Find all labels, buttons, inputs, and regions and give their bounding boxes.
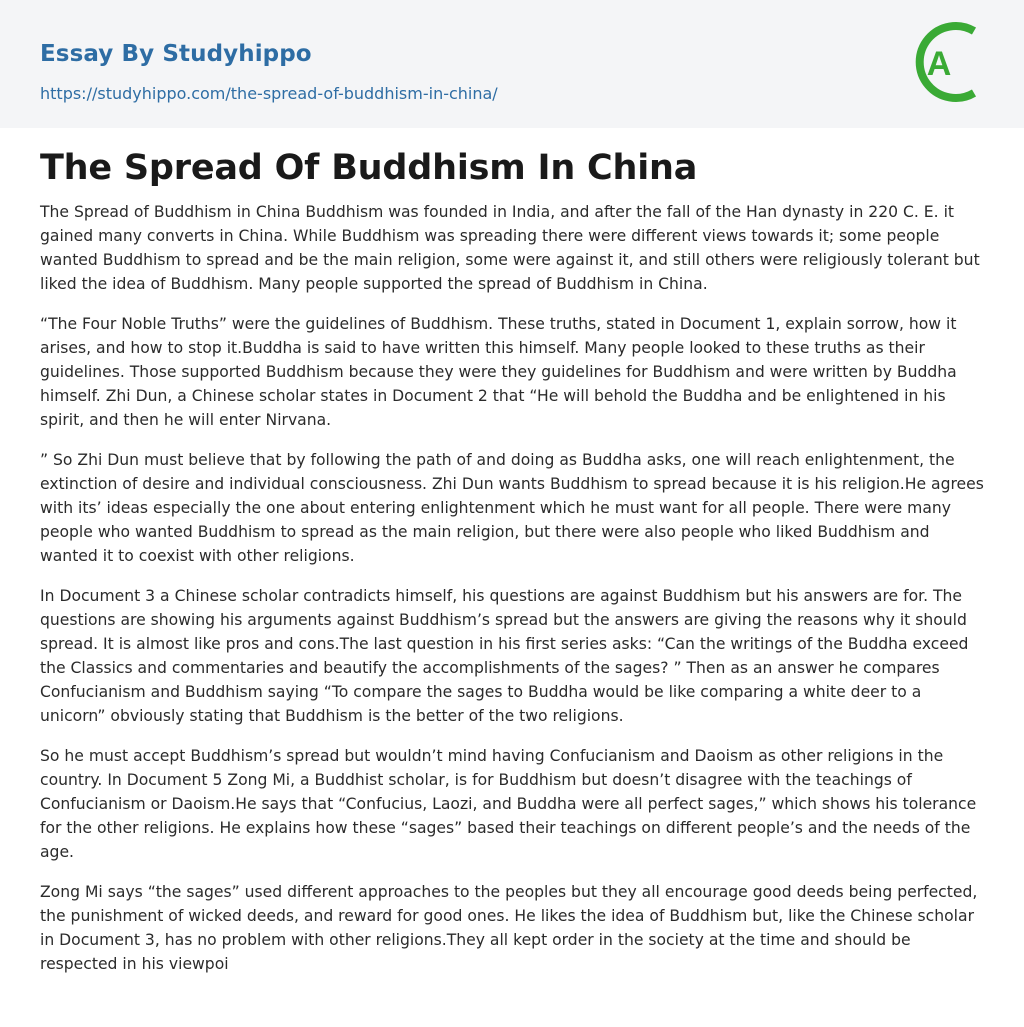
article-paragraph-1: The Spread of Buddhism in China Buddhism was founded in India, and after the fall of the Han dynasty in 220 C. E. it gained many converts in China. While Buddhism was spreading there were different views towards it; some people wanted Buddhism to spread and be the main religion, some were against it, and still others were religiously tolerant but liked the idea of Buddhism. Many people supported the spread of Buddhism in China. (40, 203, 980, 293)
page-header (0, 0, 1024, 128)
logo-letter: A (926, 45, 952, 83)
article-paragraph-6: Zong Mi says “the sages” used different approaches to the peoples but they all encourage good deeds being perfected, the punishment of wicked deeds, and reward for good ones. He likes the idea of Buddhism but, like the Chinese scholar in Document 3, has no problem with other religions.They all kept order in the society at the time and should be respected in his viewpoi (40, 883, 978, 973)
page-title: The Spread Of Buddhism In China (40, 148, 698, 188)
site-brand[interactable]: Essay By Studyhippo (40, 41, 312, 67)
article-paragraph-4: In Document 3 a Chinese scholar contradicts himself, his questions are against Buddhism but his answers are for. The questions are showing his arguments against Buddhism’s spread but the answers are giving the reasons why it should spread. It is almost like pros and cons.The last question in his first series asks: “Can the writings of the Buddha exceed the Classics and commentaries and beautify the accomplishments of the sages? ” Then as an answer he compares Confucianism and Buddhism saying “To compare the sages to Buddha would be like comparing a white deer to a unicorn” obviously stating that Buddhism is the better of the two religions. (40, 587, 969, 725)
studyhippo-logo-icon[interactable] (908, 17, 988, 107)
essay-url-link[interactable]: https://studyhippo.com/the-spread-of-buddhism-in-china/ (40, 84, 498, 103)
article-body (40, 144, 988, 992)
article-paragraph-5: So he must accept Buddhism’s spread but wouldn’t mind having Confucianism and Daoism as other religions in the country. In Document 5 Zong Mi, a Buddhist scholar, is for Buddhism but doesn’t disagree with the teachings of Confucianism or Daoism.He says that “Confucius, Laozi, and Buddha were all perfect sages,” which shows his tolerance for the other religions. He explains how these “sages” based their teachings on different people’s and the needs of the age. (40, 747, 977, 861)
article-paragraph-2: “The Four Noble Truths” were the guidelines of Buddhism. These truths, stated in Document 1, explain sorrow, how it arises, and how to stop it.Buddha is said to have written this himself. Many people looked to these truths as their guidelines. Those supported Buddhism because they were they guidelines for Buddhism and were written by Buddha himself. Zhi Dun, a Chinese scholar states in Document 2 that “He will behold the Buddha and be enlightened in his spirit, and then he will enter Nirvana. (40, 315, 957, 429)
article-paragraph-3: ” So Zhi Dun must believe that by following the path of and doing as Buddha asks, one will reach enlightenment, the extinction of desire and individual consciousness. Zhi Dun wants Buddhism to spread because it is his religion.He agrees with its’ ideas especially the one about entering enlightenment which he must want for all people. There were many people who wanted Buddhism to spread as the main religion, but there were also people who liked Buddhism and wanted it to coexist with other religions. (40, 451, 984, 565)
